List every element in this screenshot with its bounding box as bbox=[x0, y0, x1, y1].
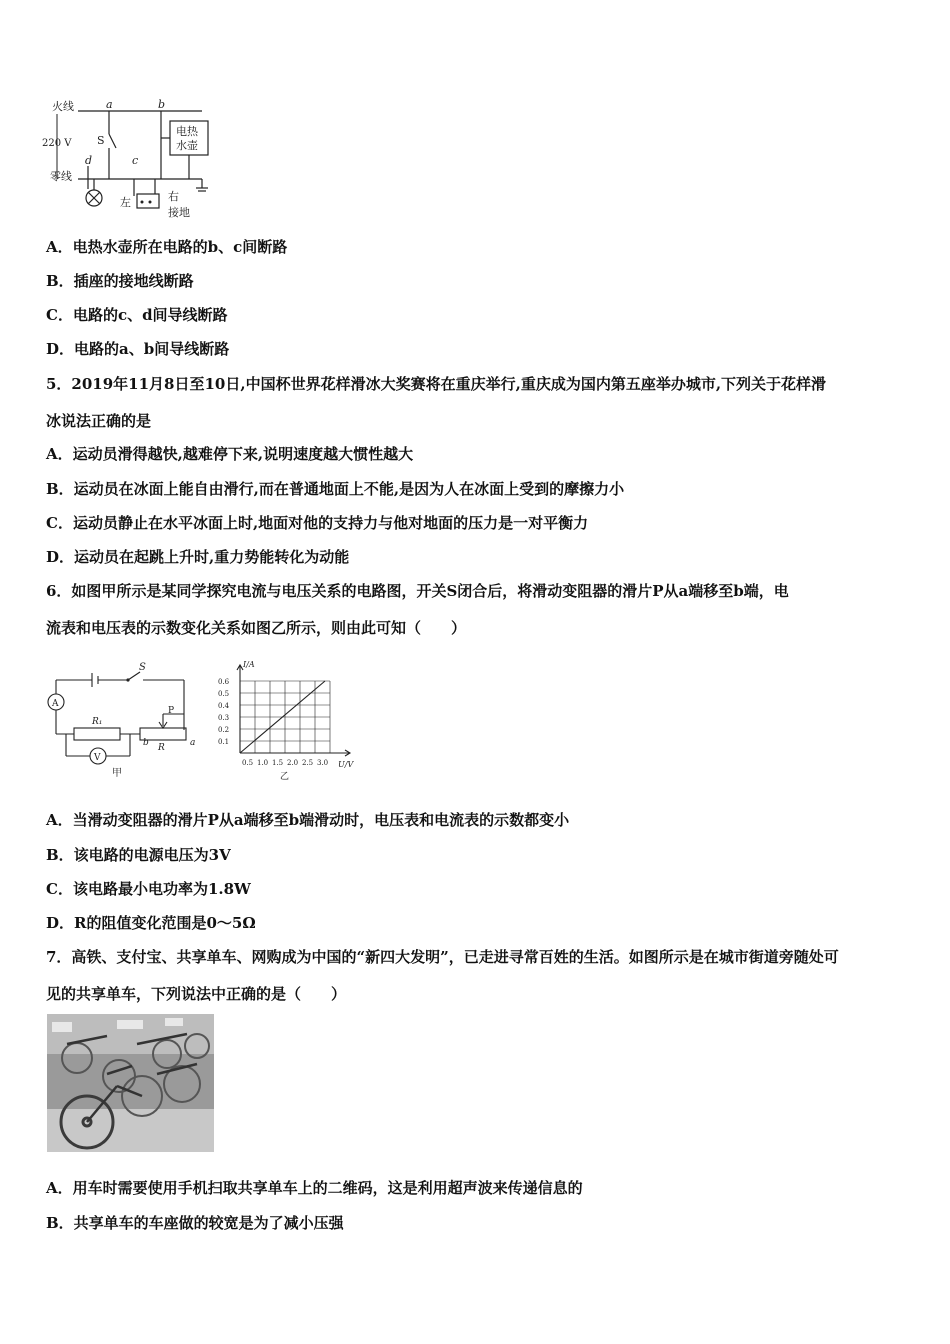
x-tick: 2.0 bbox=[287, 759, 299, 767]
q6-stem-line2: 流表和电压表的示数变化关系如图乙所示，则由此可知（ ） bbox=[46, 619, 467, 637]
ground-label: 接地 bbox=[168, 206, 190, 219]
q7-option-a: A．用车时需要使用手机扫取共享单车上的二维码，这是利用超声波来传递信息的 bbox=[46, 1179, 583, 1197]
iu-graph bbox=[212, 655, 362, 783]
neutral-wire-label: 零线 bbox=[50, 170, 72, 183]
q5-option-a: A．运动员滑得越快,越难停下来,说明速度越大惯性越大 bbox=[46, 445, 414, 463]
q7-stem-line2: 见的共享单车，下列说法中正确的是（ ） bbox=[46, 985, 347, 1003]
household-circuit-diagram bbox=[40, 96, 210, 221]
y-tick: 0.5 bbox=[218, 690, 230, 698]
point-c-label: c bbox=[132, 154, 139, 167]
live-wire-label: 火线 bbox=[52, 100, 74, 113]
y-tick: 0.3 bbox=[218, 714, 230, 722]
q4-option-d: D．电路的a、b间导线断路 bbox=[46, 340, 230, 358]
q7-stem-line1: 7．高铁、支付宝、共享单车、网购成为中国的“新四大发明”，已走进寻常百姓的生活。如图所示是在城市街道旁随处可 bbox=[46, 948, 839, 966]
q6-option-d: D．R的阻值变化范围是0～5Ω bbox=[46, 914, 256, 932]
y-tick: 0.4 bbox=[218, 702, 230, 710]
experiment-circuit-diagram bbox=[44, 660, 204, 780]
x-tick: 2.5 bbox=[302, 759, 314, 767]
y-tick: 0.6 bbox=[218, 678, 230, 686]
q6-option-c: C．该电路最小电功率为1.8W bbox=[46, 880, 251, 898]
ammeter-label: A bbox=[52, 699, 59, 709]
voltage-label: 220 V bbox=[42, 138, 72, 149]
figure-jia-caption: 甲 bbox=[112, 768, 122, 779]
q6-option-a: A．当滑动变阻器的滑片P从a端移至b端滑动时，电压表和电流表的示数都变小 bbox=[46, 811, 570, 829]
q7-option-b: B．共享单车的车座做的较宽是为了减小压强 bbox=[46, 1214, 344, 1232]
point-b-label: b bbox=[158, 98, 166, 111]
kettle-label-line2: 水壶 bbox=[176, 139, 198, 152]
figure-yi-caption: 乙 bbox=[280, 772, 290, 782]
q4-option-b: B．插座的接地线断路 bbox=[46, 272, 194, 290]
switch-s-label: S bbox=[139, 662, 146, 673]
q6-stem-line1: 6．如图甲所示是某同学探究电流与电压关系的电路图，开关S闭合后，将滑动变阻器的滑片P从a端移至b端，电 bbox=[46, 582, 789, 600]
rheostat-r-label: R bbox=[158, 743, 165, 753]
point-d-label: d bbox=[85, 154, 93, 167]
y-tick: 0.1 bbox=[218, 738, 230, 746]
q5-option-d: D．运动员在起跳上升时,重力势能转化为动能 bbox=[46, 548, 350, 566]
slider-p-label: P bbox=[168, 706, 175, 716]
x-tick: 1.0 bbox=[257, 759, 269, 767]
y-tick: 0.2 bbox=[218, 726, 230, 734]
point-a-label: a bbox=[106, 98, 113, 111]
socket-right-label: 右 bbox=[168, 190, 179, 203]
q5-option-b: B．运动员在冰面上能自由滑行,而在普通地面上不能,是因为人在冰面上受到的摩擦力小 bbox=[46, 480, 625, 498]
q6-option-b: B．该电路的电源电压为3V bbox=[46, 846, 231, 864]
q5-stem-line1: 5．2019年11月8日至10日,中国杯世界花样滑冰大奖赛将在重庆举行,重庆成为国内第五座举办城市,下列关于花样滑 bbox=[46, 375, 827, 393]
x-axis-label: U/V bbox=[338, 760, 354, 769]
x-tick: 0.5 bbox=[242, 759, 254, 767]
socket-left-label: 左 bbox=[120, 196, 131, 209]
q4-option-c: C．电路的c、d间导线断路 bbox=[46, 306, 228, 324]
shared-bicycles-photo bbox=[47, 1014, 214, 1152]
voltmeter-label: V bbox=[94, 753, 101, 763]
end-b-label: b bbox=[143, 738, 149, 748]
q4-option-a: A．电热水壶所在电路的b、c间断路 bbox=[46, 238, 288, 256]
q5-option-c: C．运动员静止在水平冰面上时,地面对他的支持力与他对地面的压力是一对平衡力 bbox=[46, 514, 589, 532]
end-a-label: a bbox=[190, 738, 196, 748]
x-tick: 3.0 bbox=[317, 759, 329, 767]
resistor-r1-label: R₁ bbox=[92, 717, 103, 727]
kettle-label-line1: 电热 bbox=[176, 125, 198, 138]
y-axis-label: I/A bbox=[243, 660, 255, 669]
x-tick: 1.5 bbox=[272, 759, 284, 767]
switch-label: S bbox=[97, 134, 105, 147]
q5-stem-line2: 冰说法正确的是 bbox=[46, 412, 152, 430]
